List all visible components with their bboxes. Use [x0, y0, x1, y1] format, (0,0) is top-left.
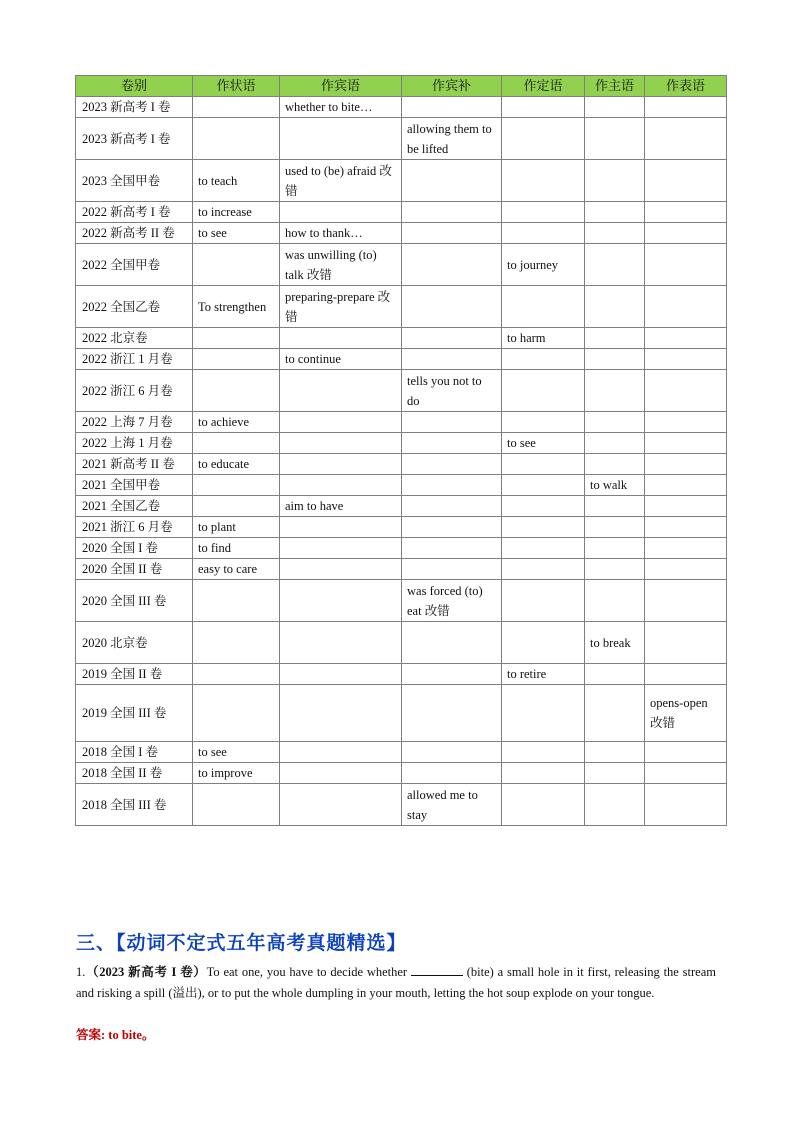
table-row	[76, 763, 727, 784]
table-cell	[502, 454, 585, 475]
table-cell	[585, 742, 645, 763]
table-cell	[645, 475, 727, 496]
table-cell	[502, 223, 585, 244]
table-cell	[402, 412, 502, 433]
table-row	[76, 223, 727, 244]
table-cell	[193, 496, 280, 517]
table-cell-paper: 2022 上海 7 月卷	[76, 412, 193, 433]
table-cell	[502, 475, 585, 496]
table-cell	[280, 454, 402, 475]
table-cell	[193, 244, 280, 286]
table-row	[76, 286, 727, 328]
table-cell	[585, 538, 645, 559]
table-cell-paper: 2023 新高考 I 卷	[76, 97, 193, 118]
table-cell	[402, 475, 502, 496]
table-cell	[193, 328, 280, 349]
table-cell: opens-open 改错	[645, 685, 727, 742]
table-cell	[402, 538, 502, 559]
table-cell	[645, 496, 727, 517]
table-cell	[585, 328, 645, 349]
table-cell	[502, 784, 585, 826]
table-cell-paper: 2022 上海 1 月卷	[76, 433, 193, 454]
table-cell	[280, 433, 402, 454]
table-cell	[402, 559, 502, 580]
table-cell: used to (be) afraid 改错	[280, 160, 402, 202]
answer-blank	[411, 963, 463, 976]
answer-line: 答案: to bite。	[76, 1028, 155, 1042]
table-cell	[193, 349, 280, 370]
table-cell-paper: 2022 全国乙卷	[76, 286, 193, 328]
table-cell	[502, 202, 585, 223]
summary-table	[75, 75, 727, 826]
table-cell	[645, 160, 727, 202]
table-cell-paper: 2022 新高考 II 卷	[76, 223, 193, 244]
table-cell	[645, 517, 727, 538]
table-cell	[585, 517, 645, 538]
table-row	[76, 475, 727, 496]
question-text-before: To eat one, you have to decide whether	[206, 965, 411, 979]
table-row	[76, 412, 727, 433]
table-cell	[645, 784, 727, 826]
table-cell	[193, 370, 280, 412]
table-cell: to increase	[193, 202, 280, 223]
table-cell	[502, 496, 585, 517]
table-cell	[280, 412, 402, 433]
table-cell	[585, 763, 645, 784]
table-cell	[502, 559, 585, 580]
table-cell: to educate	[193, 454, 280, 475]
table-cell	[645, 664, 727, 685]
table-cell: to see	[502, 433, 585, 454]
question-1	[76, 962, 716, 1004]
table-cell	[280, 763, 402, 784]
header-adverbial: 作状语	[193, 76, 280, 97]
header-object-complement: 作宾补	[402, 76, 502, 97]
table-row	[76, 160, 727, 202]
table-cell-paper: 2019 全国 III 卷	[76, 685, 193, 742]
table-cell	[585, 160, 645, 202]
table-cell	[280, 784, 402, 826]
table-cell	[645, 580, 727, 622]
table-cell	[402, 517, 502, 538]
table-cell	[402, 496, 502, 517]
table-cell-paper: 2020 全国 II 卷	[76, 559, 193, 580]
table-cell	[645, 559, 727, 580]
table-cell	[585, 784, 645, 826]
table-cell	[502, 622, 585, 664]
table-cell	[502, 685, 585, 742]
table-cell: to journey	[502, 244, 585, 286]
table-row	[76, 685, 727, 742]
table-row	[76, 349, 727, 370]
table-cell	[585, 202, 645, 223]
table-cell	[280, 685, 402, 742]
table-cell	[502, 763, 585, 784]
table-cell	[585, 349, 645, 370]
table-row	[76, 97, 727, 118]
table-cell	[193, 580, 280, 622]
table-cell	[280, 370, 402, 412]
table-cell	[402, 622, 502, 664]
table-cell	[193, 664, 280, 685]
table-cell	[193, 475, 280, 496]
table-row	[76, 622, 727, 664]
table-cell	[502, 160, 585, 202]
table-cell: to plant	[193, 517, 280, 538]
table-cell	[502, 349, 585, 370]
table-cell	[502, 538, 585, 559]
table-cell-paper: 2020 北京卷	[76, 622, 193, 664]
table-cell	[645, 433, 727, 454]
table-cell	[193, 118, 280, 160]
table-row	[76, 118, 727, 160]
table-row	[76, 517, 727, 538]
table-cell	[645, 763, 727, 784]
table-cell-paper: 2022 新高考 I 卷	[76, 202, 193, 223]
header-predicative: 作表语	[645, 76, 727, 97]
table-cell	[585, 496, 645, 517]
table-cell-paper: 2021 新高考 II 卷	[76, 454, 193, 475]
table-cell	[502, 97, 585, 118]
table-cell	[280, 517, 402, 538]
table-cell	[280, 622, 402, 664]
table-cell-paper: 2022 浙江 1 月卷	[76, 349, 193, 370]
table-cell: to achieve	[193, 412, 280, 433]
table-cell	[193, 433, 280, 454]
table-cell	[280, 742, 402, 763]
table-cell	[645, 622, 727, 664]
table-cell: to continue	[280, 349, 402, 370]
table-row	[76, 454, 727, 475]
table-cell-paper: 2023 新高考 I 卷	[76, 118, 193, 160]
table-cell	[585, 664, 645, 685]
table-row	[76, 664, 727, 685]
table-row	[76, 742, 727, 763]
table-cell: to find	[193, 538, 280, 559]
table-cell	[645, 244, 727, 286]
table-row	[76, 784, 727, 826]
question-source: （2023 新高考 I 卷）	[85, 965, 207, 979]
table-cell	[502, 118, 585, 160]
table-cell	[645, 223, 727, 244]
table-cell	[280, 538, 402, 559]
table-cell	[645, 118, 727, 160]
table-cell	[585, 118, 645, 160]
table-cell	[402, 244, 502, 286]
table-cell	[402, 685, 502, 742]
table-body	[76, 97, 727, 826]
table-cell	[402, 664, 502, 685]
table-row	[76, 370, 727, 412]
table-row	[76, 433, 727, 454]
table-cell-paper: 2018 全国 II 卷	[76, 763, 193, 784]
table-cell	[585, 433, 645, 454]
table-cell: allowed me to stay	[402, 784, 502, 826]
table-cell-paper: 2018 全国 I 卷	[76, 742, 193, 763]
table-cell	[402, 223, 502, 244]
table-cell	[645, 412, 727, 433]
table-cell-paper: 2020 全国 III 卷	[76, 580, 193, 622]
table-cell	[645, 742, 727, 763]
table-cell-paper: 2023 全国甲卷	[76, 160, 193, 202]
table-cell: to break	[585, 622, 645, 664]
table-cell-paper: 2021 全国甲卷	[76, 475, 193, 496]
header-object: 作宾语	[280, 76, 402, 97]
table-cell-paper: 2021 浙江 6 月卷	[76, 517, 193, 538]
table-cell	[402, 433, 502, 454]
table-cell: To strengthen	[193, 286, 280, 328]
table-cell: to see	[193, 223, 280, 244]
table-cell	[645, 286, 727, 328]
section-title: 三、【动词不定式五年高考真题精选】	[76, 932, 407, 954]
table-cell: to see	[193, 742, 280, 763]
table-cell	[402, 763, 502, 784]
table-cell	[585, 223, 645, 244]
table-cell: to improve	[193, 763, 280, 784]
table-cell: to teach	[193, 160, 280, 202]
table-cell	[645, 454, 727, 475]
table-cell: how to thank…	[280, 223, 402, 244]
table-row	[76, 328, 727, 349]
table-row	[76, 580, 727, 622]
table-cell	[402, 202, 502, 223]
table-cell: to harm	[502, 328, 585, 349]
table-cell	[502, 370, 585, 412]
table-row	[76, 202, 727, 223]
table-row	[76, 496, 727, 517]
table-cell: preparing-prepare 改错	[280, 286, 402, 328]
table-cell	[645, 202, 727, 223]
question-number: 1.	[76, 965, 86, 979]
table-cell	[193, 685, 280, 742]
table-cell	[585, 454, 645, 475]
table-cell	[280, 328, 402, 349]
table-cell	[585, 97, 645, 118]
table-cell	[402, 97, 502, 118]
table-cell: was forced (to) eat 改错	[402, 580, 502, 622]
table-cell	[402, 454, 502, 475]
table-cell	[280, 118, 402, 160]
table-cell-paper: 2022 北京卷	[76, 328, 193, 349]
table-cell	[193, 97, 280, 118]
question-text-after: (bite) a small hole in it first, releasing the stream and risking a spill (溢出), or to put the whole dumpling in your mouth, letting the hot soup explode on your tongue.	[76, 965, 716, 1000]
table-cell	[645, 349, 727, 370]
table-cell: to retire	[502, 664, 585, 685]
table-cell	[280, 475, 402, 496]
table-cell	[502, 286, 585, 328]
table-cell: whether to bite…	[280, 97, 402, 118]
table-cell-paper: 2021 全国乙卷	[76, 496, 193, 517]
table-cell	[585, 244, 645, 286]
table-cell	[402, 286, 502, 328]
table-cell	[193, 622, 280, 664]
table-cell: aim to have	[280, 496, 402, 517]
table-cell	[402, 160, 502, 202]
table-cell	[585, 370, 645, 412]
header-paper: 卷别	[76, 76, 193, 97]
table-cell	[402, 328, 502, 349]
table-cell-paper: 2019 全国 II 卷	[76, 664, 193, 685]
table-header-row	[76, 76, 727, 97]
table-cell-paper: 2020 全国 I 卷	[76, 538, 193, 559]
table-cell	[402, 742, 502, 763]
table-cell	[502, 742, 585, 763]
table-cell	[502, 580, 585, 622]
table-cell: tells you not to do	[402, 370, 502, 412]
table-cell	[280, 664, 402, 685]
table-cell: allowing them to be lifted	[402, 118, 502, 160]
table-cell	[502, 412, 585, 433]
header-attributive: 作定语	[502, 76, 585, 97]
table-row	[76, 244, 727, 286]
table-cell: was unwilling (to) talk 改错	[280, 244, 402, 286]
table-cell	[280, 559, 402, 580]
table-cell	[585, 685, 645, 742]
table-cell	[585, 412, 645, 433]
table-cell	[645, 538, 727, 559]
table-cell-paper: 2022 浙江 6 月卷	[76, 370, 193, 412]
table-row	[76, 538, 727, 559]
table-cell: easy to care	[193, 559, 280, 580]
table-cell	[402, 349, 502, 370]
table-row	[76, 559, 727, 580]
table-cell: to walk	[585, 475, 645, 496]
table-cell	[645, 97, 727, 118]
table-cell-paper: 2018 全国 III 卷	[76, 784, 193, 826]
table-cell	[502, 517, 585, 538]
table-cell	[585, 559, 645, 580]
table-cell	[280, 202, 402, 223]
table-cell	[645, 328, 727, 349]
table-cell	[645, 370, 727, 412]
header-subject: 作主语	[585, 76, 645, 97]
table-cell	[585, 286, 645, 328]
table-cell-paper: 2022 全国甲卷	[76, 244, 193, 286]
table-cell	[585, 580, 645, 622]
table-cell	[193, 784, 280, 826]
table-cell	[280, 580, 402, 622]
